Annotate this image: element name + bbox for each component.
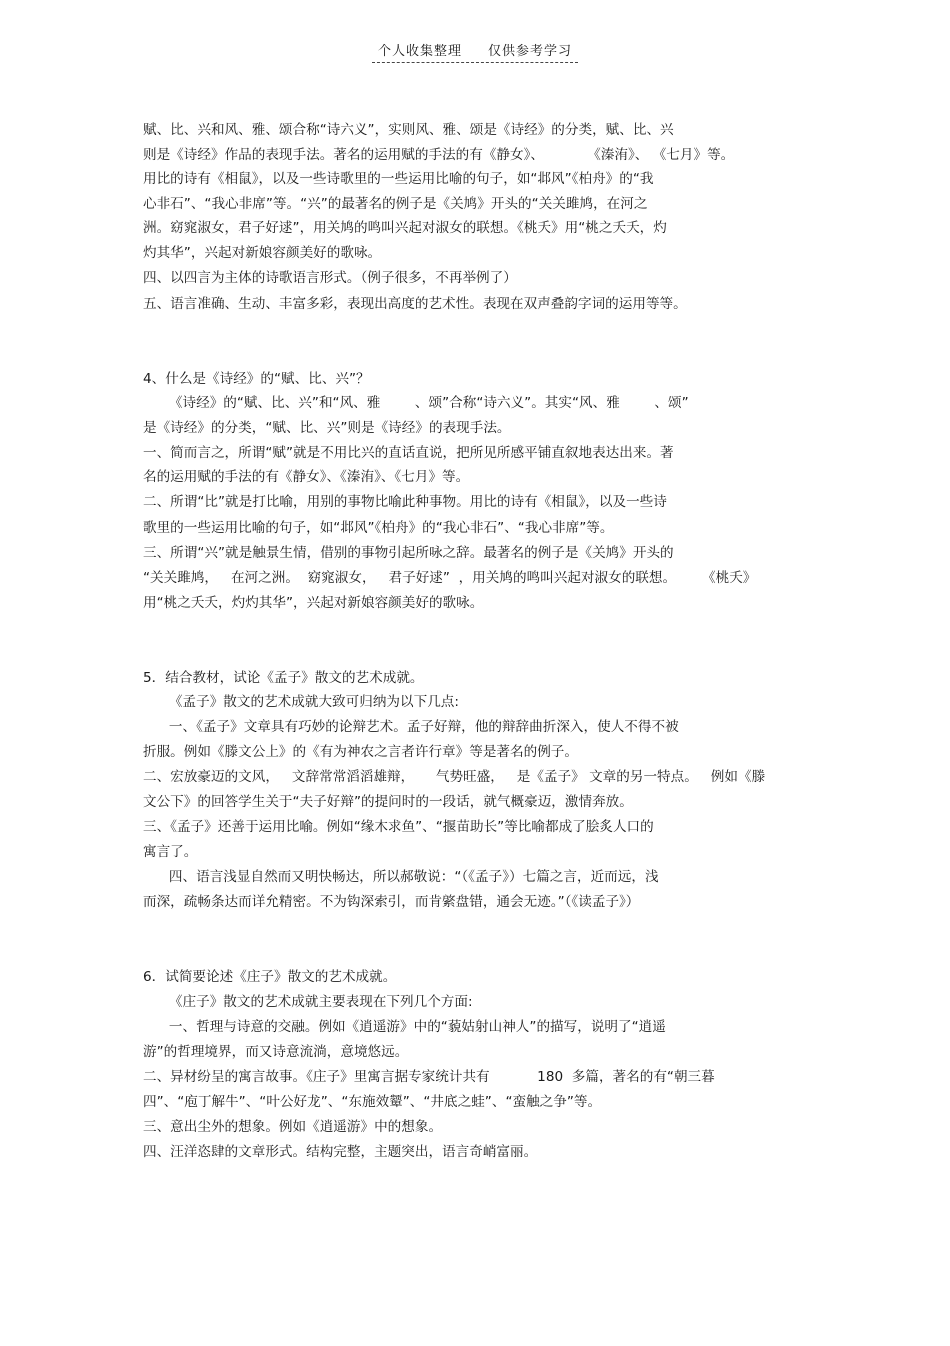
text-line: 是《诗经》的分类，“赋、比、兴”则是《诗经》的表现手法。 — [143, 420, 511, 436]
text-line: 用比的诗有《相鼠》，以及一些诗歌里的一些运用比喻的句子，如“邶风”《柏舟》的“我 — [143, 171, 654, 187]
text-line: “关关雎鸠， 在河之洲。 窈窕淑女， 君子好逑” ，用关鸠的鸣叫兴起对淑女的联想。 《桃夭》 — [143, 570, 757, 586]
text-line: 《庄子》散文的艺术成就主要表现在下列几个方面: — [143, 994, 473, 1010]
text-line: 《孟子》散文的艺术成就大致可归纳为以下几点: — [143, 694, 459, 710]
text-line: 四、以四言为主体的诗歌语言形式。（例子很多，不再举例了） — [143, 270, 517, 286]
text-line: 文公下》的回答学生关于“夫子好辩”的提问时的一段话，就气概豪迈，激情奔放。 — [143, 794, 633, 810]
text-line: 折服。例如《滕文公上》的《有为神农之言者许行章》等是著名的例子。 — [143, 744, 578, 760]
section-heading: 6．试简要论述《庄子》散文的艺术成就。 — [143, 969, 397, 985]
text-line: 四、语言浅显自然而又明快畅达，所以郝敬说：“（《孟子》）七篇之言，近而远，浅 — [143, 869, 659, 885]
text-line: 二、宏放豪迈的文风， 文辞常常滔滔雄辩， 气势旺盛， 是《孟子》 文章的另一特点。 例如《滕 — [143, 769, 766, 785]
text-line: 二、异材纷呈的寓言故事。《庄子》里寓言据专家统计共有 180 多篇，著名的有“朝三暮 — [143, 1069, 715, 1085]
text-line: 《诗经》的“赋、比、兴”和“风、雅 、颂”合称“诗六义”。其实“风、雅 、颂” — [143, 395, 689, 411]
section-heading: 4、什么是《诗经》的“赋、比、兴”？ — [143, 371, 370, 387]
text-line: 寓言了。 — [143, 844, 198, 860]
header-left-text: 个人收集整理 — [377, 44, 462, 59]
text-line: 歌里的一些运用比喻的句子，如“邶风”《柏舟》的“我心非石”、“我心非席”等。 — [143, 520, 614, 536]
text-line: 三、所谓“兴”就是触景生情，借别的事物引起所咏之辞。最著名的例子是《关鸠》开头的 — [143, 545, 674, 561]
text-line: 四”、“庖丁解牛”、“叶公好龙”、“东施效颦”、“井底之蛙”、“蛮触之争”等。 — [143, 1094, 602, 1110]
page-header — [0, 40, 950, 63]
text-line: 一、《孟子》文章具有巧妙的论辩艺术。孟子好辩，他的辩辞曲折深入，使人不得不被 — [143, 719, 679, 735]
text-line: 赋、比、兴和风、雅、颂合称“诗六义”，实则风、雅、颂是《诗经》的分类，赋、比、兴 — [143, 122, 674, 138]
text-line: 五、语言准确、生动、丰富多彩，表现出高度的艺术性。表现在双声叠韵字词的运用等等。 — [143, 296, 687, 312]
text-line: 游”的哲理境界，而又诗意流淌，意境悠远。 — [143, 1044, 409, 1060]
text-line: 洲。窈窕淑女，君子好逑”，用关鸠的鸣叫兴起对淑女的联想。《桃夭》用“桃之夭夭，灼 — [143, 220, 667, 236]
text-line: 心非石”、“我心非席”等。“兴”的最著名的例子是《关鸠》开头的“关关雎鸠，在河之 — [143, 196, 648, 212]
text-line: 用“桃之夭夭，灼灼其华”，兴起对新娘容颜美好的歌咏。 — [143, 595, 484, 611]
text-line: 四、汪洋恣肆的文章形式。结构完整，主题突出，语言奇峭富丽。 — [143, 1144, 538, 1160]
header-underline — [372, 40, 578, 63]
text-line: 一、哲理与诗意的交融。例如《逍遥游》中的“藐姑射山神人”的描写，说明了“逍遥 — [143, 1019, 666, 1035]
text-line: 灼其华”，兴起对新娘容颜美好的歌咏。 — [143, 245, 382, 261]
text-line: 一、简而言之，所谓“赋”就是不用比兴的直话直说，把所见所感平铺直叙地表达出来。著 — [143, 445, 674, 461]
text-line: 三、《孟子》还善于运用比喻。例如“缘木求鱼”、“揠苗助长”等比喻都成了脍炙人口的 — [143, 819, 654, 835]
header-right-text: 仅供参考学习 — [488, 44, 573, 59]
text-line: 则是《诗经》作品的表现手法。著名的运用赋的手法的有《静女》、 《溱洧》、 《七月》等。 — [143, 147, 735, 163]
text-line: 三、意出尘外的想象。例如《逍遥游》中的想象。 — [143, 1119, 443, 1135]
text-line: 二、所谓“比”就是打比喻，用别的事物比喻此种事物。用比的诗有《相鼠》，以及一些诗 — [143, 494, 667, 510]
text-line: 而深，疏畅条达而详允精密。不为钩深索引，而肯綮盘错，通会无迹。”（《读孟子》） — [143, 894, 640, 910]
text-line: 名的运用赋的手法的有《静女》、《溱洧》、《七月》等。 — [143, 469, 470, 485]
section-heading: 5．结合教材，试论《孟子》散文的艺术成就。 — [143, 670, 424, 686]
